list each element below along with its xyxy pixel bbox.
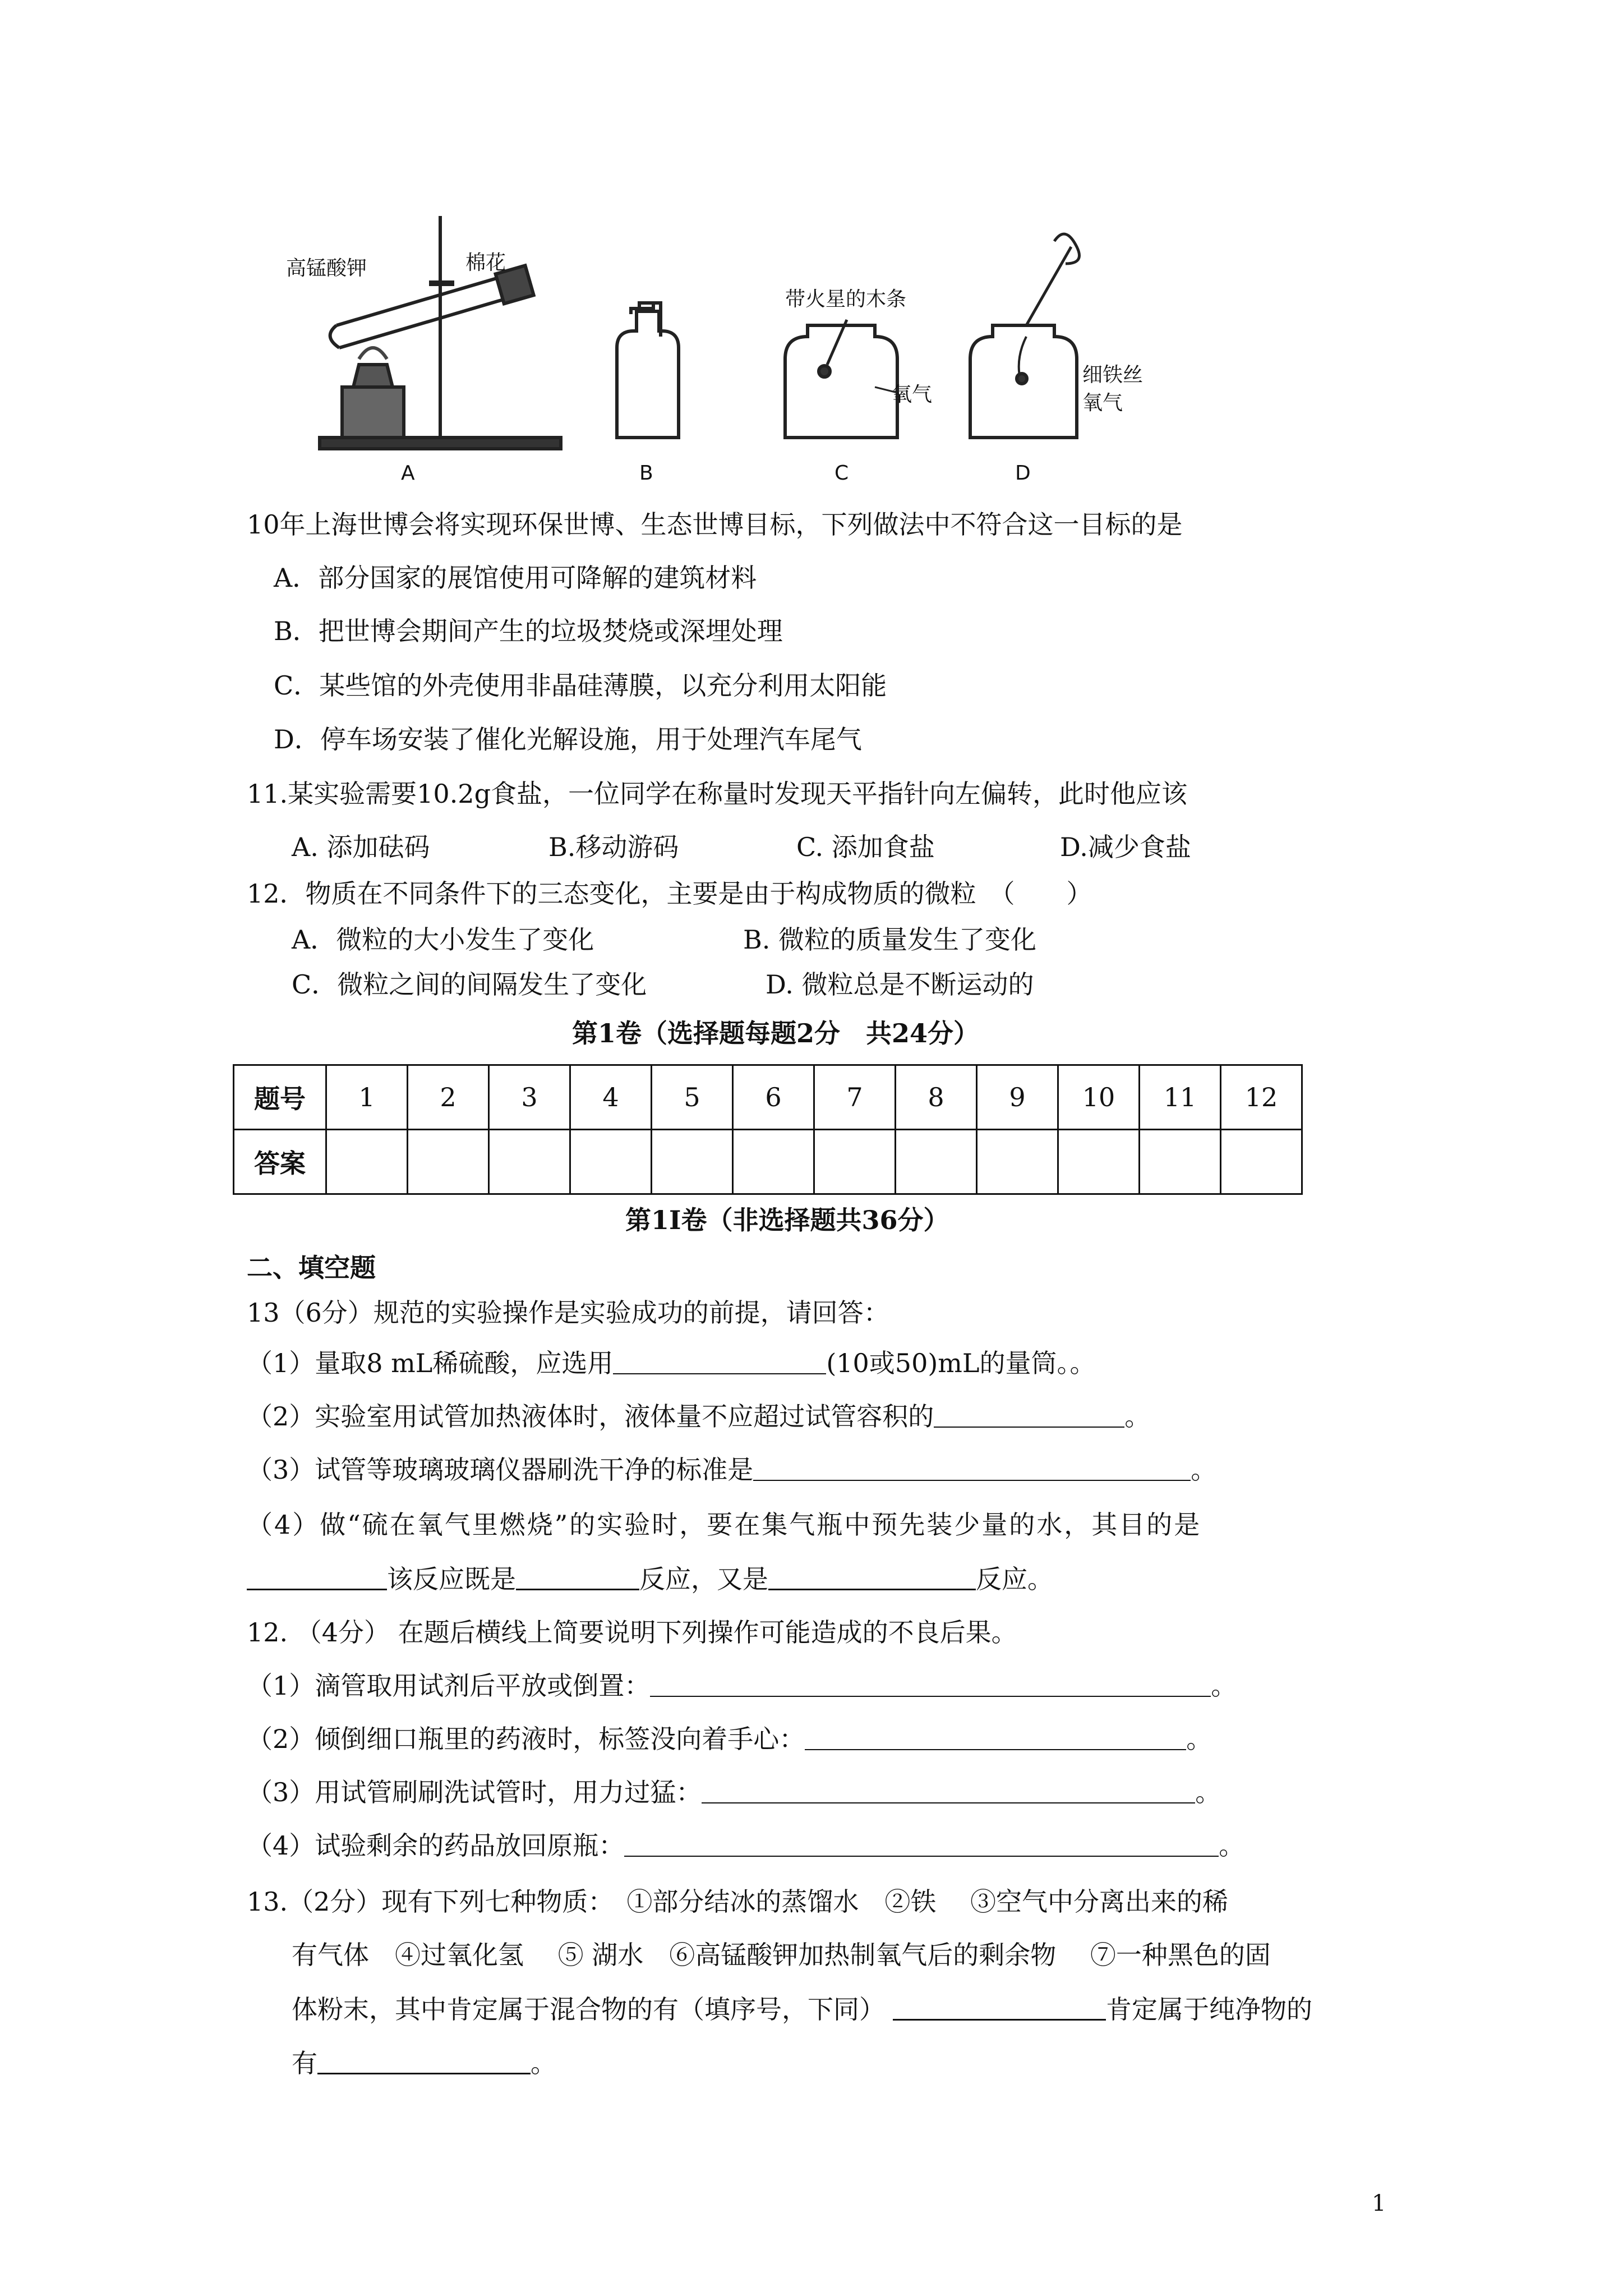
fill13-l2-text: （2）实验室用试管加热液体时，液体量不应超过试管容积的: [247, 1401, 934, 1432]
blank-fill13-1[interactable]: [613, 1347, 826, 1374]
table-cell: 8: [896, 1065, 977, 1130]
label-iron-wire: 细铁丝: [1082, 364, 1144, 386]
caption-a: A: [401, 462, 415, 485]
q10-option-d: D．停车场安装了催化光解设施，用于处理汽车尾气: [274, 724, 862, 754]
blank-fill12-2[interactable]: [805, 1723, 1186, 1750]
answer-table-row-answers: [234, 1130, 1302, 1194]
fill13-line4: （4）做“硫在氧气里燃烧”的实验时，要在集气瓶中预先装少量的水，其目的是: [247, 1510, 1202, 1540]
label-splint: 带火星的木条: [785, 288, 907, 311]
section1-title: 第1卷（选择题每题2分 共24分）: [572, 1018, 980, 1048]
section2-title: 第1I卷（非选择题共36分）: [625, 1205, 949, 1235]
q10-stem: 10年上海世博会将实现环保世博、生态世博目标，下列做法中不符合这一目标的是: [247, 509, 1183, 540]
label-oxygen-c: 氧气: [892, 383, 933, 406]
answer-cell[interactable]: [489, 1130, 570, 1194]
caption-c: C: [834, 462, 849, 485]
fill12-item-3: [247, 1775, 1221, 1809]
fill12-item-2-end: 。: [1186, 1724, 1212, 1754]
q12-option-a: A．微粒的大小发生了变化: [292, 924, 594, 955]
label-oxygen-d: 氧气: [1082, 392, 1123, 415]
fill13-l1-text: （1）量取8 mL稀硫酸，应选用: [247, 1348, 614, 1378]
apparatus-c: [785, 288, 932, 485]
blank-fill12-3[interactable]: [702, 1777, 1195, 1803]
q11-stem: 11.某实验需要10.2g食盐，一位同学在称量时发现天平指针向左偏转，此时他应该: [247, 779, 1188, 809]
table-cell: 6: [733, 1065, 814, 1130]
fill13-l3-end: 。: [1191, 1455, 1217, 1485]
answer-table-row-numbers: [234, 1065, 1302, 1130]
table-cell: 3: [489, 1065, 570, 1130]
q11-option-a: A. 添加砝码: [292, 832, 430, 862]
fill13-line2: [247, 1400, 1150, 1433]
q12-stem: 12．物质在不同条件下的三态变化，主要是由于构成物质的微粒 （ ）: [247, 878, 1092, 909]
fill13b-line2: 有气体 ④过氧化氢 ⑤ 湖水 ⑥高锰酸钾加热制氧气后的剩余物 ⑦一种黑色的固: [292, 1940, 1271, 1970]
row-label-number: 题号: [234, 1065, 326, 1130]
page-number: 1: [1372, 2191, 1386, 2216]
blank-fill13-4[interactable]: [247, 1563, 387, 1590]
fill12-item-4: [247, 1829, 1244, 1862]
fill13b-line1: 13.（2分）现有下列七种物质： ①部分结冰的蒸馏水 ②铁 ③空气中分离出来的稀: [247, 1887, 1229, 1917]
fill13b-line4: [292, 2046, 556, 2080]
fill12-item-4-text: （4）试验剩余的药品放回原瓶：: [247, 1830, 625, 1861]
answer-cell[interactable]: [326, 1130, 408, 1194]
fill13-l3-text: （3）试管等玻璃玻璃仪器刷洗干净的标准是: [247, 1455, 754, 1485]
fill13b-l3-text: 体粉末，其中肯定属于混合物的有（填序号，下同）: [292, 1994, 885, 2024]
answer-cell[interactable]: [1221, 1130, 1302, 1194]
answer-cell[interactable]: [652, 1130, 733, 1194]
fill12-stem: 12. （4分） 在题后横线上简要说明下列操作可能造成的不良后果。: [247, 1617, 1017, 1648]
part2-heading: 二、填空题: [247, 1253, 376, 1283]
table-cell: 1: [326, 1065, 408, 1130]
fill13-l2-end: 。: [1124, 1401, 1151, 1432]
table-cell: 5: [652, 1065, 733, 1130]
fill12-item-1-text: （1）滴管取用试剂后平放或倒置：: [247, 1671, 651, 1701]
answer-cell[interactable]: [408, 1130, 489, 1194]
q10-option-a: A．部分国家的展馆使用可降解的建筑材料: [274, 563, 757, 593]
answer-cell[interactable]: [896, 1130, 977, 1194]
apparatus-d: [970, 234, 1143, 485]
table-cell: 10: [1058, 1065, 1140, 1130]
fill12-item-1: [247, 1669, 1237, 1703]
q11-option-b: B.移动游码: [548, 832, 679, 862]
answer-cell[interactable]: [733, 1130, 814, 1194]
table-cell: 9: [977, 1065, 1058, 1130]
table-cell: 4: [570, 1065, 652, 1130]
answer-table: [233, 1064, 1303, 1195]
fill13-l5-text2: 反应，又是: [639, 1564, 768, 1594]
fill13-line1: [247, 1346, 1095, 1380]
q10-option-c: C．某些馆的外壳使用非晶硅薄膜，以充分利用太阳能: [274, 670, 887, 701]
fill13-stem: 13（6分）规范的实验操作是实验成功的前提，请回答：: [247, 1297, 889, 1328]
fill13b-line3: [292, 1993, 1312, 2026]
fill13-l5-text1: 该反应既是: [387, 1564, 516, 1594]
q12-option-b: B. 微粒的质量发生了变化: [743, 924, 1037, 955]
blank-fill13-5[interactable]: [516, 1563, 639, 1590]
label-cotton: 棉花: [465, 251, 506, 274]
caption-b: B: [639, 462, 653, 485]
fill12-item-2: [247, 1722, 1212, 1756]
fill12-item-3-text: （3）用试管刷刷洗试管时，用力过猛：: [247, 1777, 702, 1807]
answer-cell[interactable]: [977, 1130, 1058, 1194]
fill12-item-2-text: （2）倾倒细口瓶里的药液时，标签没向着手心：: [247, 1724, 805, 1754]
fill13-line5: [247, 1562, 1053, 1596]
blank-fill12-4[interactable]: [624, 1830, 1219, 1857]
answer-cell[interactable]: [1140, 1130, 1221, 1194]
fill13b-l3-text2: 肯定属于纯净物的: [1106, 1994, 1312, 2024]
fill13b-l4-end: 。: [531, 2048, 556, 2078]
answer-cell[interactable]: [814, 1130, 896, 1194]
answer-cell[interactable]: [570, 1130, 652, 1194]
q11-option-c: C. 添加食盐: [796, 832, 935, 862]
label-reagent: 高锰酸钾: [286, 257, 367, 280]
fill12-item-3-end: 。: [1195, 1777, 1221, 1807]
fill12-item-4-end: 。: [1219, 1830, 1245, 1861]
fill13b-l4-text: 有: [292, 2048, 317, 2078]
row-label-answer: 答案: [234, 1130, 326, 1194]
fill13-l1-end: (10或50)mL的量筒。。: [826, 1348, 1096, 1378]
table-cell: 11: [1140, 1065, 1221, 1130]
apparatus-figure: [0, 0, 1623, 505]
q10-option-b: B．把世博会期间产生的垃圾焚烧或深埋处理: [274, 616, 783, 646]
fill13-l5-end: 反应。: [976, 1564, 1053, 1594]
apparatus-a: [286, 216, 561, 485]
apparatus-b: [617, 303, 679, 485]
blank-fill13-6[interactable]: [768, 1563, 976, 1590]
blank-fill13b-2[interactable]: [317, 2047, 531, 2074]
q11-option-d: D.减少食盐: [1060, 832, 1191, 862]
blank-fill12-1[interactable]: [650, 1670, 1211, 1697]
blank-fill13-3[interactable]: [753, 1454, 1191, 1481]
table-cell: 12: [1221, 1065, 1302, 1130]
q12-option-d: D. 微粒总是不断运动的: [766, 969, 1034, 1000]
blank-fill13-2[interactable]: [934, 1401, 1124, 1428]
table-cell: 7: [814, 1065, 896, 1130]
blank-fill13b-1[interactable]: [893, 1993, 1106, 2021]
fill13-line3: [247, 1453, 1216, 1487]
caption-d: D: [1015, 462, 1031, 485]
answer-cell[interactable]: [1058, 1130, 1140, 1194]
table-cell: 2: [408, 1065, 489, 1130]
fill12-item-1-end: 。: [1211, 1671, 1237, 1701]
q12-option-c: C．微粒之间的间隔发生了变化: [292, 969, 647, 1000]
